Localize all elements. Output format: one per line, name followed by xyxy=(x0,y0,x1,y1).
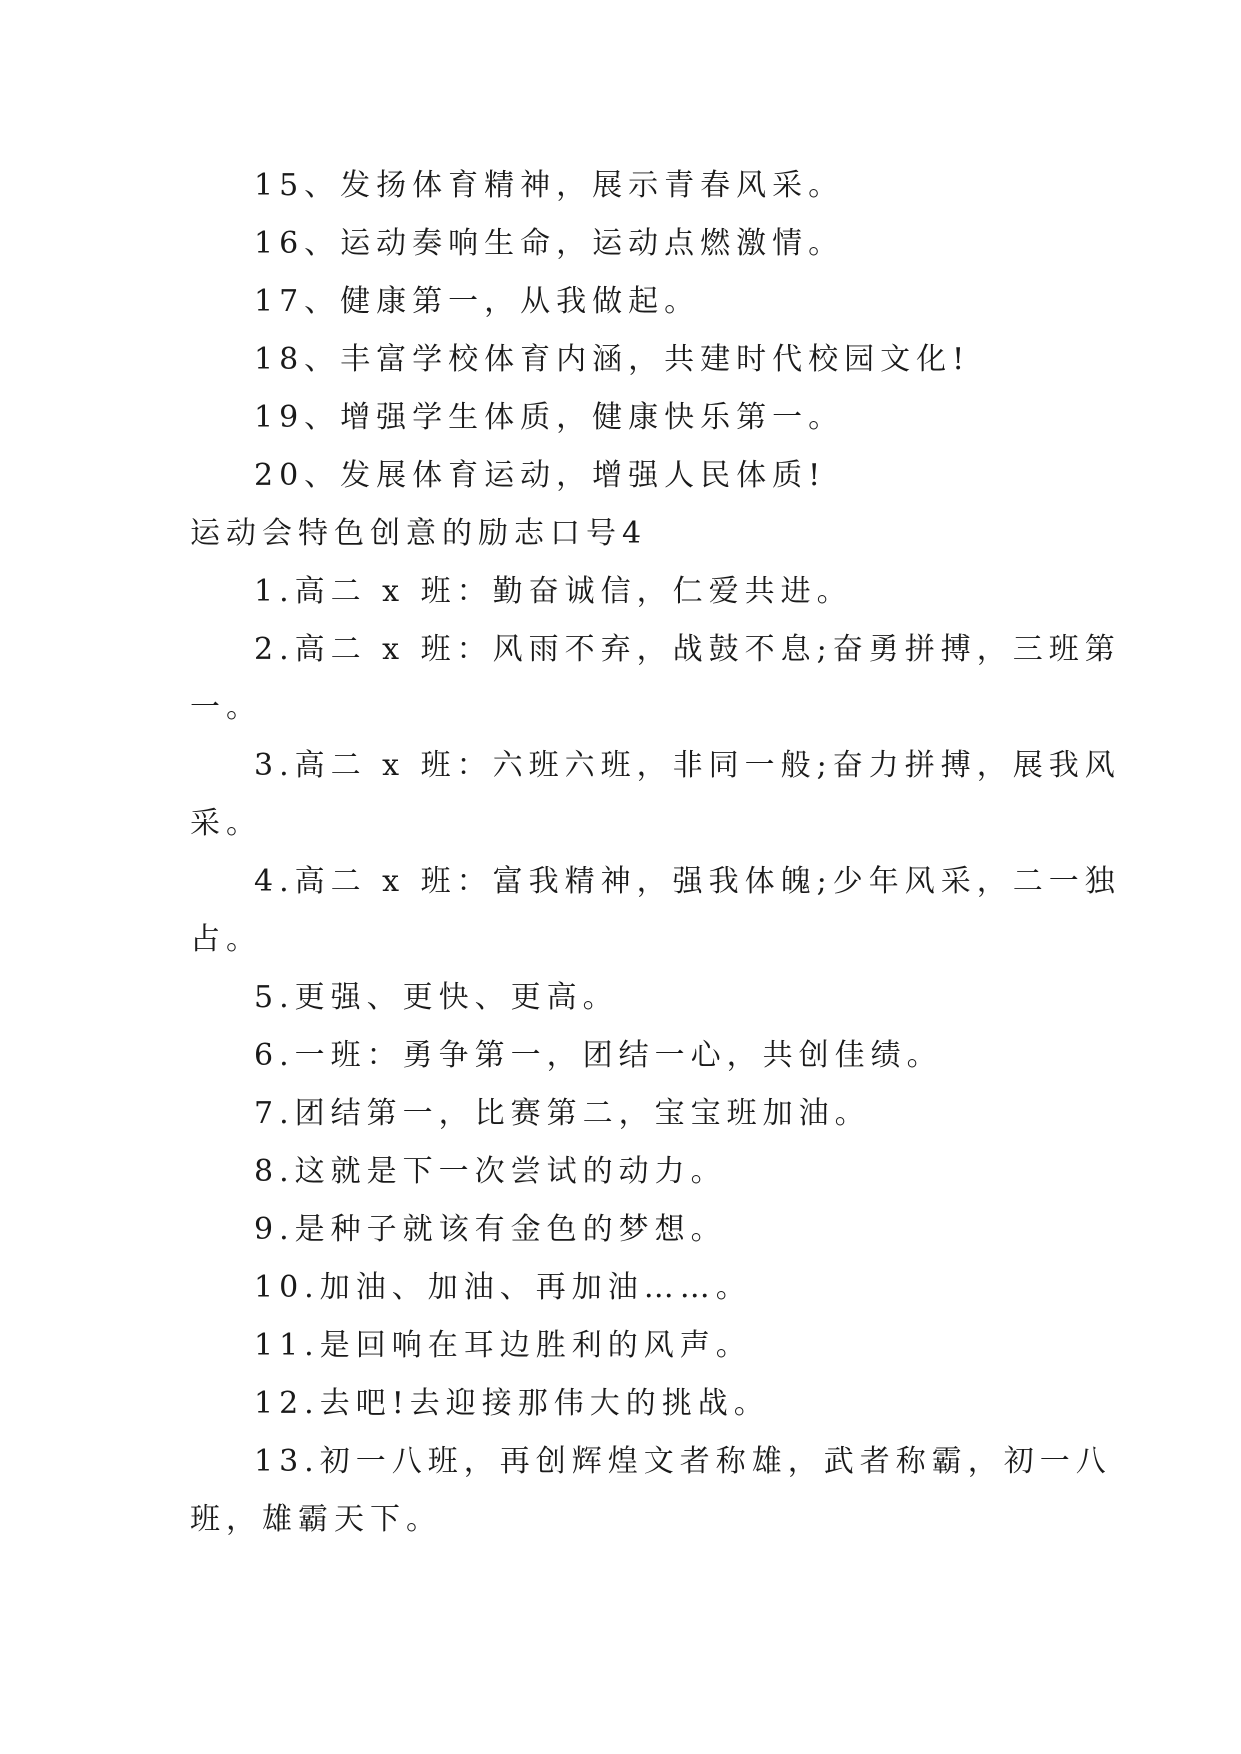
slogan-18: 18、丰富学校体育内涵，共建时代校园文化! xyxy=(254,342,971,377)
slogan-b4: 4.高二 x 班：富我精神，强我体魄;少年风采，二一独 xyxy=(254,864,1121,899)
slogan-19: 19、增强学生体质，健康快乐第一。 xyxy=(254,400,845,435)
slogan-15: 15、发扬体育精神，展示青春风采。 xyxy=(254,168,845,203)
slogan-16: 16、运动奏响生命，运动点燃激情。 xyxy=(254,226,845,261)
slogan-b3-continuation: 采。 xyxy=(190,806,262,841)
slogan-b11: 11.是回响在耳边胜利的风声。 xyxy=(254,1328,752,1363)
slogan-b2-continuation: 一。 xyxy=(190,690,262,725)
section-heading: 运动会特色创意的励志口号4 xyxy=(190,516,648,551)
slogan-b13-continuation: 班，雄霸天下。 xyxy=(190,1502,442,1537)
slogan-b1: 1.高二 x 班：勤奋诚信，仁爱共进。 xyxy=(254,574,853,609)
slogan-b13: 13.初一八班，再创辉煌文者称雄，武者称霸，初一八 xyxy=(254,1444,1112,1479)
slogan-b4-continuation: 占。 xyxy=(190,922,262,957)
slogan-b6: 6.一班：勇争第一，团结一心，共创佳绩。 xyxy=(254,1038,943,1073)
slogan-17: 17、健康第一，从我做起。 xyxy=(254,284,701,319)
slogan-b7: 7.团结第一，比赛第二，宝宝班加油。 xyxy=(254,1096,871,1131)
slogan-b10: 10.加油、加油、再加油……。 xyxy=(254,1270,752,1305)
slogan-b2: 2.高二 x 班：风雨不弃，战鼓不息;奋勇拼搏，三班第 xyxy=(254,632,1121,667)
slogan-20: 20、发展体育运动，增强人民体质! xyxy=(254,458,827,493)
slogan-b8: 8.这就是下一次尝试的动力。 xyxy=(254,1154,727,1189)
slogan-b9: 9.是种子就该有金色的梦想。 xyxy=(254,1212,727,1247)
slogan-b5: 5.更强、更快、更高。 xyxy=(254,980,619,1015)
slogan-b3: 3.高二 x 班：六班六班，非同一般;奋力拼搏，展我风 xyxy=(254,748,1121,783)
slogan-b12: 12.去吧!去迎接那伟大的挑战。 xyxy=(254,1386,770,1421)
